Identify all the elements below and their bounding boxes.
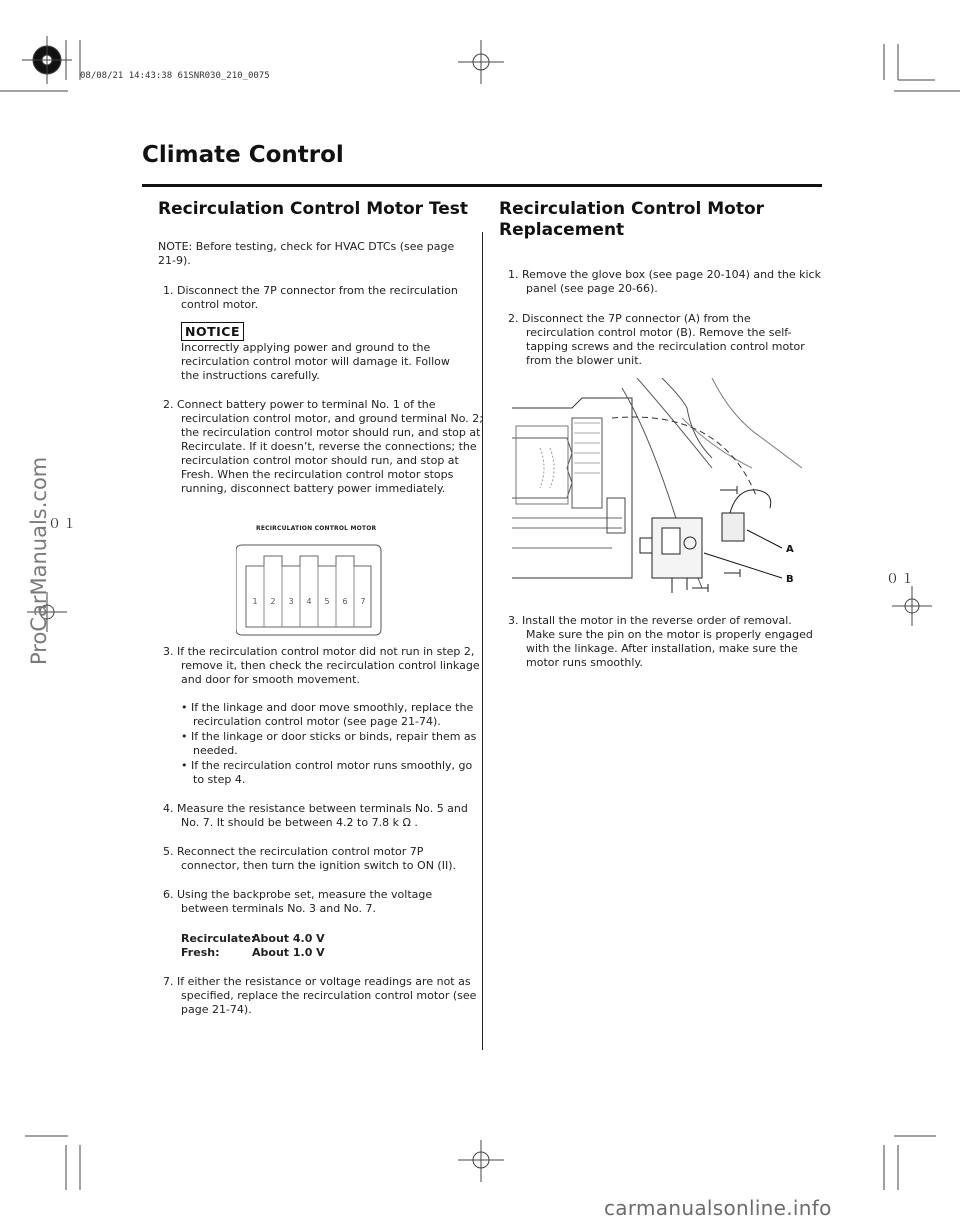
side-watermark: ProCarManuals.com <box>27 456 51 665</box>
pin-label: 2 <box>270 597 276 606</box>
pin-label: 5 <box>324 597 330 606</box>
test-step-3-bullet-2: • If the linkage or door sticks or binds, repair them as needed. <box>181 730 477 757</box>
test-step-3-bullet-3: • If the recirculation control motor runs smoothly, go to step 4. <box>181 759 473 786</box>
left-section-title: Recirculation Control Motor Test <box>158 199 469 219</box>
test-step-6: 6. Using the backprobe set, measure the voltage between terminals No. 3 and No. 7. <box>163 888 433 915</box>
print-stamp: 08/08/21 14:43:38 61SNR030_210_0075 <box>80 71 270 81</box>
spec-recirculate-value: About 4.0 V <box>252 932 325 945</box>
spec-fresh-label: Fresh: <box>181 946 220 959</box>
page-title: Climate Control <box>142 142 344 168</box>
right-section-title: Recirculation Control Motor Replacement <box>499 199 765 240</box>
pin-label: 3 <box>288 597 294 606</box>
left-margin-mark: ０１ <box>48 517 79 532</box>
right-margin-mark: ０１ <box>886 572 917 587</box>
footer-watermark: carmanualsonline.info <box>604 1196 832 1220</box>
pin-label: 4 <box>306 597 312 606</box>
replace-step-3: 3. Install the motor in the reverse order of removal. Make sure the pin on the motor is properly engaged with the linkage. After installation, make sure the motor runs smoothly. <box>508 614 813 669</box>
pin-label: 6 <box>342 597 348 606</box>
replace-step-1: 1. Remove the glove box (see page 20-104) and the kick panel (see page 20-66). <box>508 268 821 295</box>
connector-diagram-title: RECIRCULATION CONTROL MOTOR <box>256 525 377 532</box>
title-rule <box>142 184 822 187</box>
test-step-5: 5. Reconnect the recirculation control motor 7P connector, then turn the ignition switch to ON (II). <box>163 845 456 872</box>
test-step-3: 3. If the recirculation control motor did not run in step 2, remove it, then check the recirculation control linkage and door for smooth movement. <box>163 645 480 686</box>
notice-text: Incorrectly applying power and ground to the recirculation control motor will damage it. Follow the instructions carefully. <box>181 341 450 382</box>
test-step-4: 4. Measure the resistance between terminals No. 5 and No. 7. It should be between 4.2 to 7.8 k Ω . <box>163 802 468 829</box>
callout-b: B <box>786 574 794 585</box>
test-step-3-bullet-1: • If the linkage and door move smoothly, replace the recirculation control motor (see page 21-74). <box>181 701 474 728</box>
note-text: NOTE: Before testing, check for HVAC DTCs (see page 21-9). <box>158 240 455 267</box>
replace-step-2: 2. Disconnect the 7P connector (A) from the recirculation control motor (B). Remove the self-tapping screws and the recirculation control motor from the blower unit. <box>508 312 805 367</box>
motor-installation-illustration <box>512 378 802 608</box>
test-step-2: 2. Connect battery power to terminal No. 1 of the recirculation control motor, and ground terminal No. 2; the recirculation control motor should run, and stop at Recirculate. If it doesn’t, reverse the connections; the recirculation control motor should run, and stop at Fresh. When the recirculation control motor stops running, disconnect battery power immediately. <box>163 398 483 495</box>
callout-a: A <box>786 544 794 555</box>
notice-badge: NOTICE <box>181 322 244 341</box>
pin-label: 1 <box>252 597 258 606</box>
column-divider <box>482 232 483 1050</box>
connector-diagram <box>236 544 386 636</box>
spec-fresh-value: About 1.0 V <box>252 946 325 959</box>
test-step-7: 7. If either the resistance or voltage readings are not as specified, replace the recirculation control motor (see page 21-74). <box>163 975 477 1016</box>
test-step-1: 1. Disconnect the 7P connector from the recirculation control motor. <box>163 284 458 311</box>
pin-label: 7 <box>360 597 366 606</box>
spec-recirculate-label: Recirculate: <box>181 932 256 945</box>
